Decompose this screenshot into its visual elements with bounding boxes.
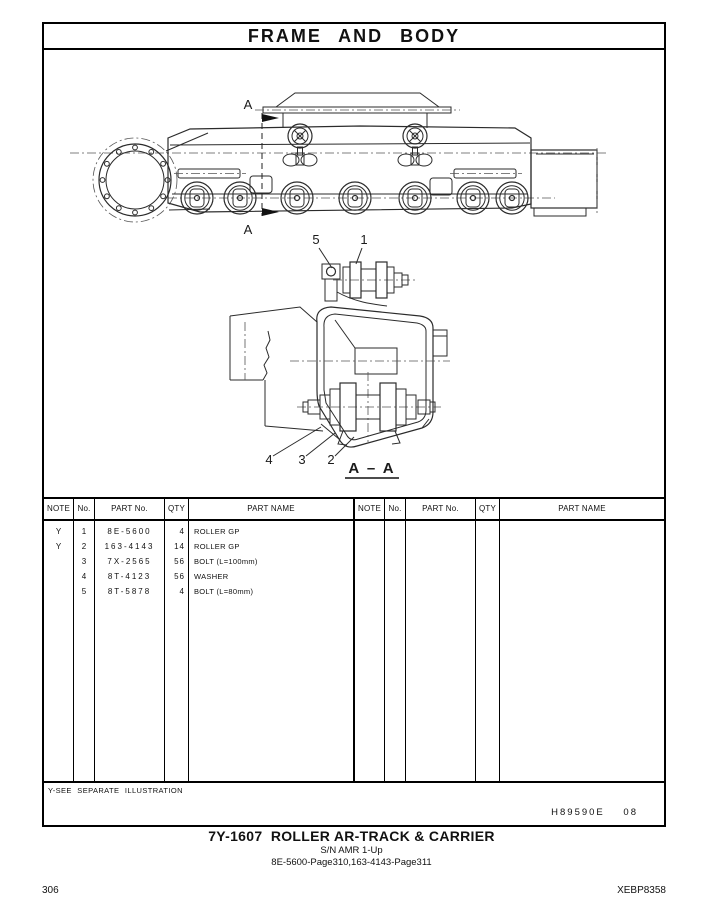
- qty-cell: 56: [174, 557, 185, 566]
- carrier-roller-left: [283, 124, 317, 166]
- no-cells-2: [385, 521, 405, 524]
- notes-strip: [44, 783, 664, 825]
- torn-away-structure: [230, 307, 323, 431]
- part-no-cell: 8T-4123: [107, 572, 152, 581]
- part-no-cell: 8T-5878: [107, 587, 152, 596]
- track-frame-body: [168, 126, 531, 212]
- page-frame: [42, 22, 666, 827]
- part-no-cells: [95, 521, 164, 599]
- section-cut-line: [262, 113, 279, 216]
- revision-number: 08: [623, 807, 638, 818]
- callout-3-label: 3: [298, 452, 306, 467]
- no-cells: [74, 521, 94, 599]
- part-no-cell: 7X-2565: [107, 557, 152, 566]
- qty-cell: 14: [174, 542, 185, 551]
- note-cell: [44, 554, 73, 569]
- column-no: [74, 499, 95, 781]
- top-plate: [255, 93, 460, 128]
- column-no-2: [385, 499, 406, 781]
- header-part-no-2: PART No.: [406, 499, 475, 521]
- figure-caption: [0, 828, 703, 868]
- column-part-name: [189, 499, 353, 781]
- section-marker-top: A: [243, 97, 253, 112]
- qty-cell: 56: [174, 572, 185, 581]
- section-marker-bottom: A: [243, 222, 253, 237]
- parts-table-left: [44, 499, 355, 781]
- frame-cross-section: [290, 307, 450, 447]
- part-name-cell: WASHER: [194, 572, 229, 581]
- footnote-text: Y-SEE SEPARATE ILLUSTRATION: [48, 786, 183, 795]
- part-no-cells-2: [406, 521, 475, 524]
- header-qty-2: QTY: [476, 499, 499, 521]
- qty-cells: [165, 521, 188, 599]
- track-roller-section: [297, 372, 441, 445]
- section-caption: A – A: [348, 460, 396, 477]
- callout-5-label: 5: [312, 232, 320, 247]
- header-no-2: No.: [385, 499, 405, 521]
- qty-cell: 4: [179, 587, 185, 596]
- column-qty: [165, 499, 189, 781]
- part-name-cells: [189, 521, 353, 599]
- column-part-name-2: [500, 499, 664, 781]
- column-note: [44, 499, 74, 781]
- serial-range: S/N AMR 1-Up: [320, 845, 383, 856]
- note-cell: Y: [55, 527, 62, 536]
- part-name-cells-2: [500, 521, 664, 524]
- carrier-roller-section: [322, 262, 417, 306]
- qty-cell: 4: [179, 527, 185, 536]
- part-title: 7Y-1607 ROLLER AR-TRACK & CARRIER: [208, 828, 495, 844]
- header-note-2: NOTE: [355, 499, 384, 521]
- column-note-2: [355, 499, 385, 781]
- right-end-box: [531, 148, 597, 216]
- part-no-cell: 163-4143: [104, 542, 155, 551]
- header-part-name: PART NAME: [189, 499, 353, 521]
- part-name-cell: BOLT (L=80mm): [194, 587, 254, 596]
- note-cell: [44, 584, 73, 599]
- callout-1-label: 1: [360, 232, 368, 247]
- no-cell: 4: [81, 572, 87, 581]
- section-aa-drawing: [205, 230, 517, 486]
- column-part-no-2: [406, 499, 476, 781]
- pages-reference: 8E-5600-Page310,163-4143-Page311: [271, 857, 432, 868]
- header-qty: QTY: [165, 499, 188, 521]
- page-number: 306: [42, 885, 59, 896]
- column-qty-2: [476, 499, 500, 781]
- note-cells: [44, 521, 73, 599]
- note-cell: [44, 569, 73, 584]
- column-part-no: [95, 499, 165, 781]
- no-cell: 3: [81, 557, 87, 566]
- no-cell: 5: [81, 587, 87, 596]
- page-title: FRAME AND BODY: [247, 26, 461, 46]
- note-cell: Y: [55, 542, 62, 551]
- header-part-no: PART No.: [95, 499, 164, 521]
- revision-id: H89590E: [551, 807, 605, 818]
- revision-code: [551, 807, 638, 818]
- callout-2-label: 2: [327, 452, 335, 467]
- part-name-cell: BOLT (L=100mm): [194, 557, 258, 566]
- part-no-cell: 8E-5600: [107, 527, 152, 536]
- no-cell: 1: [81, 527, 87, 536]
- carrier-roller-right: [398, 124, 432, 166]
- callout-5-leader: [319, 248, 332, 268]
- part-name-cell: ROLLER GP: [194, 527, 240, 536]
- qty-cells-2: [476, 521, 499, 524]
- part-name-cell: ROLLER GP: [194, 542, 240, 551]
- top-view-drawing: [50, 76, 630, 238]
- callout-4-label: 4: [265, 452, 273, 467]
- parts-table-right: [355, 499, 664, 781]
- note-cells-2: [355, 521, 384, 524]
- parts-table: [44, 497, 664, 783]
- no-cell: 2: [81, 542, 87, 551]
- callout-4-leader: [273, 427, 321, 456]
- header-no: No.: [74, 499, 94, 521]
- header-part-name-2: PART NAME: [500, 499, 664, 521]
- title-bar: [44, 24, 664, 50]
- doc-code: XEBP8358: [617, 885, 666, 896]
- header-note: NOTE: [44, 499, 73, 521]
